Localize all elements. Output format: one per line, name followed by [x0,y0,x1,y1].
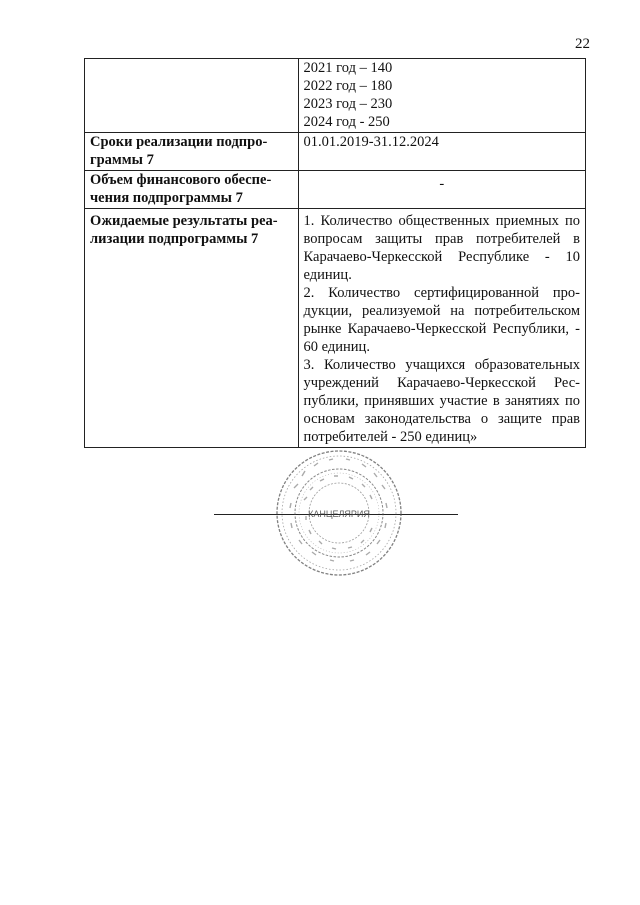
table-row [85,133,586,171]
round-seal [274,448,404,578]
table-row [85,171,586,209]
funding-2024: 2024 год - 250 [303,114,390,130]
row-value [298,59,585,133]
signature-block [214,448,458,578]
row-label-financing: Объем финансового обеспе-чения подпрограммы 7 [85,171,299,209]
result-item-1: 1. Количество общественных приемных по вопросам защиты прав потребителей в Карачаево-Черкесской Республике - 10 единиц. [303,213,580,283]
row-value-deadlines: 01.01.2019-31.12.2024 [298,133,585,171]
page-number: 22 [575,36,590,52]
table-row [85,209,586,448]
result-item-3: 3. Количество учащихся образовательных учреждений Карачаево-Черкесской Рес-публики, принявших участие в занятиях по основам законодательства о защите прав потребителей - 250 единиц» [303,357,580,445]
result-item-2: 2. Количество сертифицированной про-дукции, реализуемой на потребительском рынке Карачаево-Черкесской Республики, - 60 единиц. [303,285,580,355]
row-value-financing [298,171,585,209]
seal-center-text: КАНЦЕЛЯРИЯ [308,509,370,519]
funding-2023: 2023 год – 230 [303,96,393,112]
row-value-results [298,209,585,448]
funding-2021: 2021 год – 140 [303,60,393,76]
row-label [85,59,299,133]
row-label-results: Ожидаемые результаты реа-лизации подпрограммы 7 [85,209,299,448]
funding-2022: 2022 год – 180 [303,78,393,94]
financing-dash: - [439,176,445,192]
subprogram-table [84,58,586,448]
table-row [85,59,586,133]
row-label-deadlines: Сроки реализации подпро-граммы 7 [85,133,299,171]
